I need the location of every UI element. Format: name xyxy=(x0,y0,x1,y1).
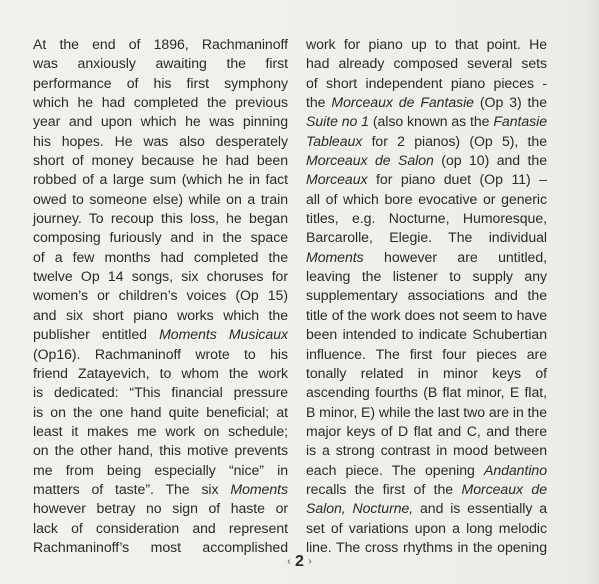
page-edge-shadow xyxy=(585,0,599,584)
text-segment: twelve Op 14 songs, six choruses for xyxy=(33,268,288,285)
text-segment: women’s or children’s voices (Op 15) xyxy=(33,287,288,304)
text-line xyxy=(33,383,288,402)
text-line xyxy=(306,306,547,325)
text-line xyxy=(306,325,547,344)
text-line xyxy=(306,519,547,538)
text-segment: Barcarolle, Elegie. The individual xyxy=(306,229,547,246)
text-segment: supplementary associations and the xyxy=(306,287,547,304)
italic-text: Morceaux de Fantasie xyxy=(331,94,474,111)
text-line xyxy=(33,35,288,54)
text-line xyxy=(306,248,547,267)
page-marker-right-icon: › xyxy=(308,556,312,567)
text-line xyxy=(306,441,547,460)
text-line xyxy=(33,209,288,228)
text-line xyxy=(306,286,547,305)
italic-text: Morceaux de xyxy=(461,480,547,497)
text-segment: (op 10) and the xyxy=(433,152,547,169)
text-segment: owed to someone else) while on a train xyxy=(33,190,288,207)
text-segment: and six short piano works which the xyxy=(33,306,288,323)
text-segment: the xyxy=(306,94,332,111)
text-line xyxy=(33,228,288,247)
text-segment: performance of his first symphony xyxy=(33,74,288,91)
text-segment: matters of taste”. The six xyxy=(33,480,231,497)
text-line xyxy=(306,209,547,228)
text-line xyxy=(33,325,288,344)
text-line xyxy=(306,383,547,402)
text-segment: ascending fourths (B flat minor, E flat, xyxy=(306,384,547,401)
text-line xyxy=(306,93,547,112)
text-line xyxy=(33,151,288,170)
italic-text: Suite no 1 xyxy=(306,113,369,130)
text-line xyxy=(306,364,547,383)
text-segment: however are untitled, xyxy=(363,248,547,265)
text-segment: influence. The first four pieces are xyxy=(306,345,547,362)
text-segment: is a strong contrast in mood between xyxy=(306,442,547,459)
text-line xyxy=(306,74,547,93)
text-line xyxy=(33,267,288,286)
page-number-footer xyxy=(0,553,599,571)
text-segment: for 2 pianos) (Op 5), the xyxy=(362,132,547,149)
text-segment: year and upon which he was pinning xyxy=(33,113,288,130)
text-segment: was anxiously awaiting the first xyxy=(33,55,288,72)
text-segment: line. The cross rhythms in the opening xyxy=(306,538,547,555)
text-line xyxy=(306,170,547,189)
text-segment: composing furiously and in the space xyxy=(33,229,288,246)
text-segment: publisher entitled xyxy=(33,326,160,343)
text-segment: Rachmaninoff’s most accomplished xyxy=(33,538,288,555)
text-segment: had already composed several sets xyxy=(306,55,547,72)
text-column-left xyxy=(33,35,288,557)
text-segment: robbed of a large sum (which he in fact xyxy=(33,171,288,188)
text-segment: his hopes. He was also desperately xyxy=(33,132,288,149)
text-segment: work for piano up to that point. He xyxy=(306,36,547,52)
text-line xyxy=(306,422,547,441)
text-segment: tonally related in minor keys of xyxy=(306,364,547,381)
italic-text: Moments xyxy=(306,248,364,265)
text-segment: which he had completed the previous xyxy=(33,94,288,111)
text-line xyxy=(33,480,288,499)
text-line xyxy=(306,151,547,170)
text-segment: and is essentially a xyxy=(413,500,547,517)
text-segment: been intended to indicate Schubertian xyxy=(306,326,547,343)
text-line xyxy=(306,228,547,247)
text-segment: major keys of D flat and C, and there xyxy=(306,422,547,439)
text-line xyxy=(33,93,288,112)
italic-text: Andantino xyxy=(483,461,547,478)
text-segment: me from being especially “nice” in xyxy=(33,461,288,478)
text-segment: each piece. The opening xyxy=(306,461,484,478)
text-segment: recalls the first of the xyxy=(306,480,462,497)
text-line xyxy=(33,364,288,383)
text-line xyxy=(33,54,288,73)
text-segment: titles, e.g. Nocturne, Humoresque, xyxy=(306,210,547,227)
italic-text: Moments Musicaux xyxy=(159,326,288,343)
text-segment: is on the one hand quite beneficial; at xyxy=(33,403,288,420)
text-line xyxy=(33,112,288,131)
text-segment: (also known as the xyxy=(368,113,494,130)
text-line xyxy=(33,499,288,518)
text-segment: of a few months had completed the xyxy=(33,248,288,265)
italic-text: Salon, Nocturne, xyxy=(306,500,414,517)
text-segment: on the other hand, this motive prevents xyxy=(33,442,288,459)
text-segment: title of the work does not seem to have xyxy=(306,306,547,323)
text-line xyxy=(306,132,547,151)
italic-text: Fantasie xyxy=(493,113,547,130)
text-segment: leaving the listener to supply any xyxy=(306,268,547,285)
text-segment: At the end of 1896, Rachmaninoff xyxy=(33,36,288,52)
text-line xyxy=(33,422,288,441)
text-line xyxy=(33,345,288,364)
text-segment: (Op 3) the xyxy=(473,94,548,111)
text-segment: B minor, E) while the last two are in the xyxy=(306,403,547,420)
text-segment: set of variations upon a long melodic xyxy=(306,519,547,536)
text-line xyxy=(306,461,547,480)
italic-text: Morceaux xyxy=(306,171,368,188)
text-line xyxy=(33,170,288,189)
text-line xyxy=(306,345,547,364)
text-segment: journey. To recoup this loss, he began xyxy=(33,210,288,227)
text-line xyxy=(306,267,547,286)
text-line xyxy=(306,190,547,209)
text-line xyxy=(306,499,547,518)
text-segment: however betray no sign of haste or xyxy=(33,500,288,517)
text-segment: short of money because he had been xyxy=(33,152,288,169)
text-line xyxy=(33,403,288,422)
text-line xyxy=(306,35,547,54)
text-segment: friend Zatayevich, to whom the work xyxy=(33,364,288,381)
text-line xyxy=(33,461,288,480)
text-segment: of short independent piano pieces - xyxy=(306,74,547,91)
text-column-right xyxy=(306,35,547,557)
text-line xyxy=(33,74,288,93)
text-line xyxy=(33,306,288,325)
text-segment: is dedicated: “This financial pressure xyxy=(33,384,288,401)
text-line xyxy=(33,441,288,460)
text-line xyxy=(33,286,288,305)
text-segment: all of which bore evocative or generic xyxy=(306,190,547,207)
text-line xyxy=(33,190,288,209)
text-segment: for piano duet (Op 11) – xyxy=(367,171,547,188)
page-marker-left-icon: ‹ xyxy=(287,556,291,567)
italic-text: Morceaux de Salon xyxy=(306,152,434,169)
text-line xyxy=(33,248,288,267)
italic-text: Tableaux xyxy=(306,132,363,149)
italic-text: Moments xyxy=(230,480,288,497)
text-line xyxy=(306,54,547,73)
text-line xyxy=(306,480,547,499)
text-segment: (Op16). Rachmaninoff wrote to his xyxy=(33,345,288,362)
text-segment: lack of consideration and represent xyxy=(33,519,288,536)
text-line xyxy=(306,112,547,131)
text-line xyxy=(33,519,288,538)
text-segment: least it makes me work on schedule; xyxy=(33,422,288,439)
page-number: 2 xyxy=(295,553,304,570)
text-line xyxy=(306,403,547,422)
text-line xyxy=(33,132,288,151)
